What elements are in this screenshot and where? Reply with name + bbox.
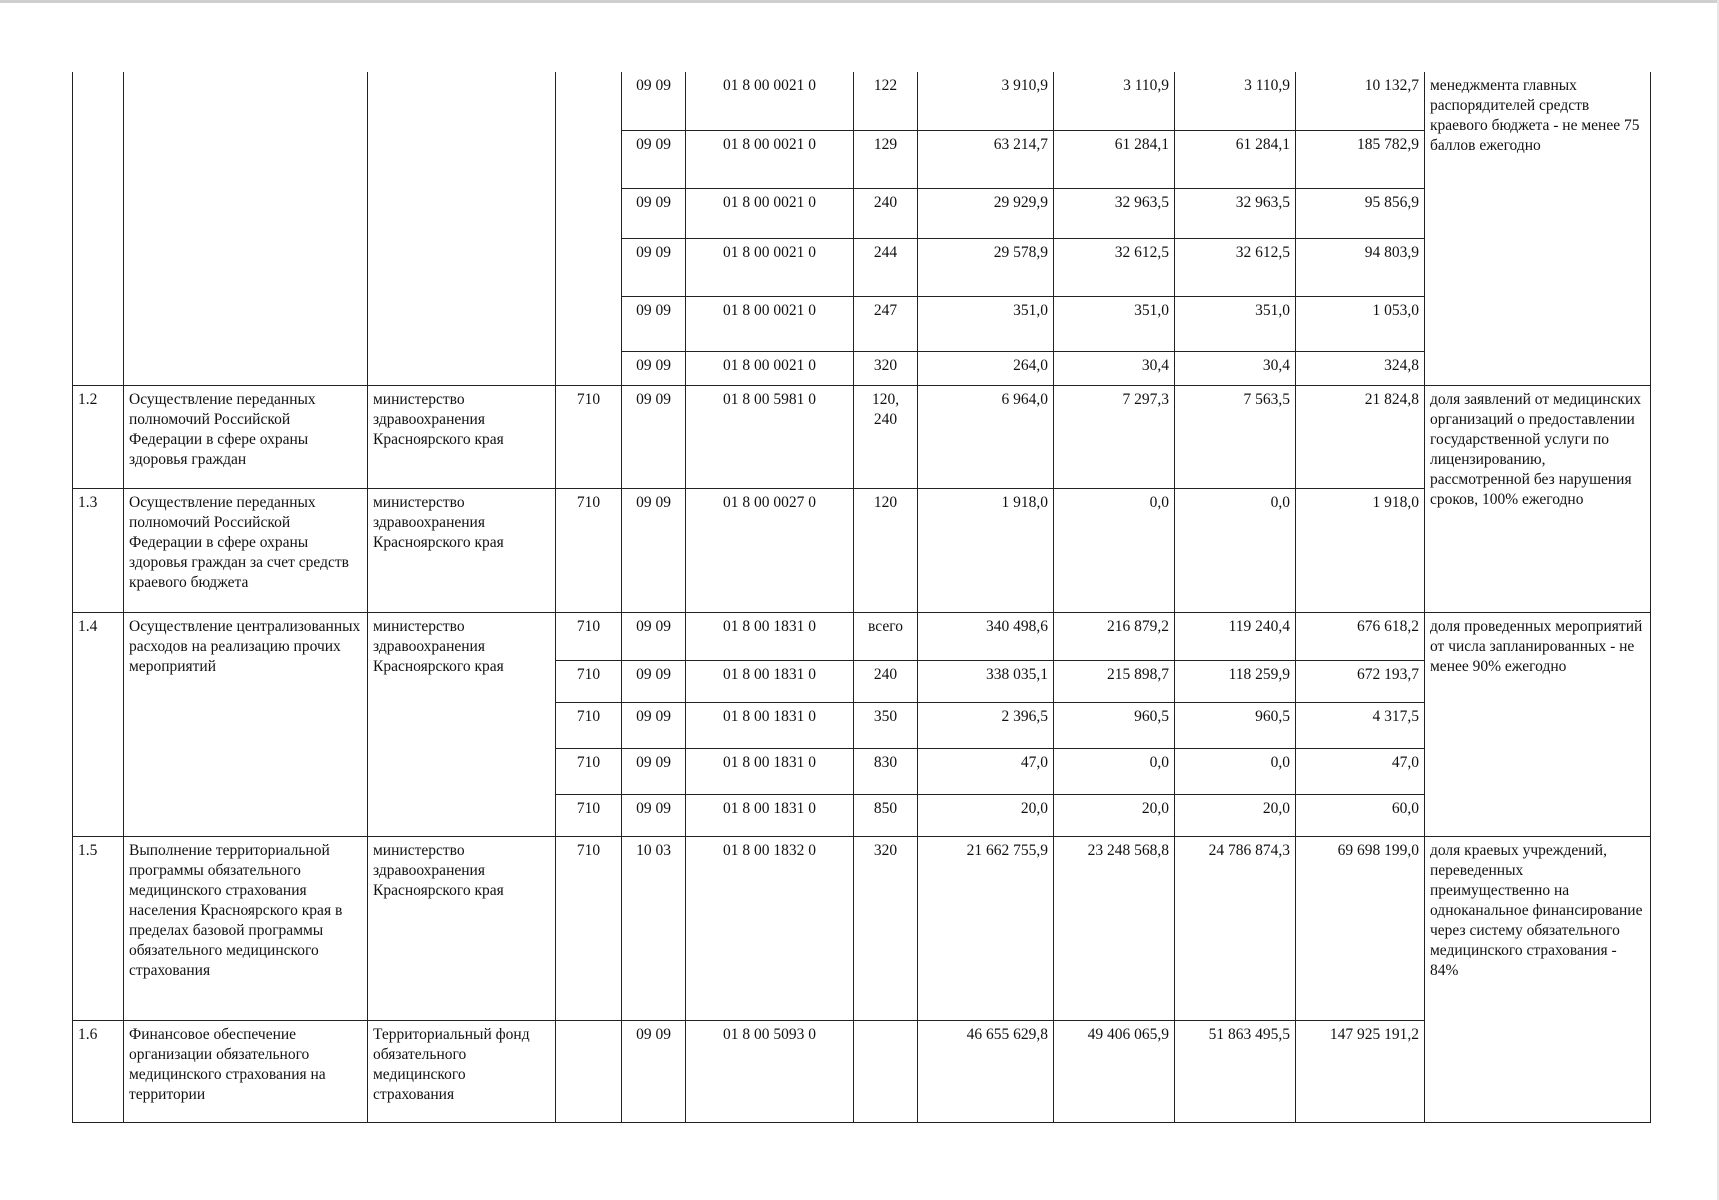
cell-total: 1 053,0 [1296, 296, 1425, 351]
cell-year3: 351,0 [1175, 296, 1296, 351]
cell-csr: 01 8 00 1831 0 [686, 748, 854, 794]
cell-num: 1.2 [73, 385, 124, 488]
cell-year3: 24 786 874,3 [1175, 836, 1296, 1020]
cell-code: 710 [556, 836, 622, 1020]
cell-code: 710 [556, 748, 622, 794]
cell-total: 69 698 199,0 [1296, 836, 1425, 1020]
cell-grbs: министерство здравоохранения Красноярского края [368, 488, 556, 612]
cell-total: 10 132,7 [1296, 72, 1425, 130]
cell-year1: 46 655 629,8 [918, 1020, 1054, 1122]
cell-vr: 320 [854, 351, 918, 385]
cell-year2: 3 110,9 [1054, 72, 1175, 130]
cell-result: менеджмента главных распорядителей средств краевого бюджета - не менее 75 баллов ежегодно [1425, 72, 1651, 385]
budget-table [72, 72, 1651, 1123]
cell-name [124, 72, 368, 385]
cell-rz: 09 09 [622, 612, 686, 660]
cell-vr: 350 [854, 702, 918, 748]
cell-year2: 216 879,2 [1054, 612, 1175, 660]
cell-year1: 264,0 [918, 351, 1054, 385]
cell-csr: 01 8 00 0021 0 [686, 238, 854, 296]
cell-rz: 09 09 [622, 351, 686, 385]
cell-rz: 09 09 [622, 238, 686, 296]
cell-code: 710 [556, 612, 622, 660]
cell-code: 710 [556, 385, 622, 488]
cell-year3: 51 863 495,5 [1175, 1020, 1296, 1122]
cell-year3: 0,0 [1175, 488, 1296, 612]
cell-vr: 830 [854, 748, 918, 794]
cell-rz: 09 09 [622, 130, 686, 188]
cell-name: Осуществление переданных полномочий Российской Федерации в сфере охраны здоровья граждан [124, 385, 368, 488]
cell-csr: 01 8 00 1831 0 [686, 660, 854, 702]
cell-rz: 09 09 [622, 794, 686, 836]
cell-code: 710 [556, 794, 622, 836]
table-row [73, 488, 1651, 612]
cell-name: Осуществление централизованных расходов на реализацию прочих мероприятий [124, 612, 368, 836]
cell-total: 147 925 191,2 [1296, 1020, 1425, 1122]
cell-total: 4 317,5 [1296, 702, 1425, 748]
cell-code: 710 [556, 660, 622, 702]
cell-year3: 30,4 [1175, 351, 1296, 385]
cell-year1: 29 929,9 [918, 188, 1054, 238]
cell-code: 710 [556, 702, 622, 748]
cell-vr: 850 [854, 794, 918, 836]
cell-year3: 61 284,1 [1175, 130, 1296, 188]
cell-total: 1 918,0 [1296, 488, 1425, 612]
table-row [73, 72, 1651, 130]
table-row [73, 612, 1651, 660]
cell-vr: 320 [854, 836, 918, 1020]
cell-num: 1.6 [73, 1020, 124, 1122]
scan-top-edge [0, 0, 1719, 3]
cell-total: 185 782,9 [1296, 130, 1425, 188]
cell-year2: 0,0 [1054, 488, 1175, 612]
cell-rz: 09 09 [622, 660, 686, 702]
cell-year2: 215 898,7 [1054, 660, 1175, 702]
cell-year1: 29 578,9 [918, 238, 1054, 296]
cell-vr: 120 [854, 488, 918, 612]
cell-year2: 7 297,3 [1054, 385, 1175, 488]
cell-rz: 09 09 [622, 72, 686, 130]
cell-year2: 49 406 065,9 [1054, 1020, 1175, 1122]
cell-vr: 122 [854, 72, 918, 130]
cell-csr: 01 8 00 5093 0 [686, 1020, 854, 1122]
cell-vr: 129 [854, 130, 918, 188]
cell-csr: 01 8 00 0021 0 [686, 188, 854, 238]
cell-csr: 01 8 00 1831 0 [686, 612, 854, 660]
cell-grbs: Территориальный фонд обязательного медицинского страхования [368, 1020, 556, 1122]
cell-vr: 247 [854, 296, 918, 351]
cell-year3: 119 240,4 [1175, 612, 1296, 660]
cell-year1: 340 498,6 [918, 612, 1054, 660]
cell-rz: 09 09 [622, 488, 686, 612]
cell-grbs [368, 72, 556, 385]
cell-csr: 01 8 00 0021 0 [686, 130, 854, 188]
cell-year2: 960,5 [1054, 702, 1175, 748]
cell-year1: 21 662 755,9 [918, 836, 1054, 1020]
cell-year3: 20,0 [1175, 794, 1296, 836]
cell-vr: всего [854, 612, 918, 660]
cell-result: доля проведенных мероприятий от числа запланированных - не менее 90% ежегодно [1425, 612, 1651, 836]
cell-num: 1.5 [73, 836, 124, 1020]
cell-name: Выполнение территориальной программы обязательного медицинского страхования населения Красноярского края в пределах базовой программы обязательного медицинского страхования [124, 836, 368, 1020]
cell-year2: 32 963,5 [1054, 188, 1175, 238]
cell-year2: 30,4 [1054, 351, 1175, 385]
cell-csr: 01 8 00 5981 0 [686, 385, 854, 488]
cell-year3: 7 563,5 [1175, 385, 1296, 488]
cell-csr: 01 8 00 0021 0 [686, 72, 854, 130]
cell-year1: 63 214,7 [918, 130, 1054, 188]
cell-year2: 32 612,5 [1054, 238, 1175, 296]
cell-num: 1.3 [73, 488, 124, 612]
cell-year3: 0,0 [1175, 748, 1296, 794]
cell-rz: 09 09 [622, 702, 686, 748]
cell-csr: 01 8 00 0027 0 [686, 488, 854, 612]
cell-rz: 10 03 [622, 836, 686, 1020]
cell-csr: 01 8 00 1832 0 [686, 836, 854, 1020]
cell-year1: 6 964,0 [918, 385, 1054, 488]
cell-year1: 2 396,5 [918, 702, 1054, 748]
cell-total: 324,8 [1296, 351, 1425, 385]
cell-code: 710 [556, 488, 622, 612]
cell-year2: 23 248 568,8 [1054, 836, 1175, 1020]
cell-rz: 09 09 [622, 385, 686, 488]
cell-year3: 32 963,5 [1175, 188, 1296, 238]
cell-year1: 20,0 [918, 794, 1054, 836]
cell-vr: 244 [854, 238, 918, 296]
cell-vr: 240 [854, 660, 918, 702]
cell-year2: 20,0 [1054, 794, 1175, 836]
cell-vr: 120, 240 [854, 385, 918, 488]
cell-rz: 09 09 [622, 296, 686, 351]
cell-vr [854, 1020, 918, 1122]
cell-year1: 338 035,1 [918, 660, 1054, 702]
cell-rz: 09 09 [622, 188, 686, 238]
cell-result: доля краевых учреждений, переведенных преимущественно на одноканальное финансирование через систему обязательного медицинского страхования - 84% [1425, 836, 1651, 1122]
cell-num: 1.4 [73, 612, 124, 836]
cell-grbs: министерство здравоохранения Красноярского края [368, 836, 556, 1020]
cell-csr: 01 8 00 1831 0 [686, 702, 854, 748]
cell-code [556, 1020, 622, 1122]
cell-total: 672 193,7 [1296, 660, 1425, 702]
cell-year1: 3 910,9 [918, 72, 1054, 130]
cell-csr: 01 8 00 0021 0 [686, 351, 854, 385]
cell-total: 21 824,8 [1296, 385, 1425, 488]
cell-year3: 960,5 [1175, 702, 1296, 748]
cell-rz: 09 09 [622, 748, 686, 794]
cell-year3: 3 110,9 [1175, 72, 1296, 130]
cell-grbs: министерство здравоохранения Красноярского края [368, 612, 556, 836]
cell-total: 676 618,2 [1296, 612, 1425, 660]
cell-csr: 01 8 00 0021 0 [686, 296, 854, 351]
cell-total: 95 856,9 [1296, 188, 1425, 238]
cell-total: 60,0 [1296, 794, 1425, 836]
cell-name: Осуществление переданных полномочий Российской Федерации в сфере охраны здоровья граждан за счет средств краевого бюджета [124, 488, 368, 612]
table-row [73, 836, 1651, 1020]
cell-year1: 47,0 [918, 748, 1054, 794]
cell-year3: 118 259,9 [1175, 660, 1296, 702]
cell-vr: 240 [854, 188, 918, 238]
cell-total: 94 803,9 [1296, 238, 1425, 296]
cell-num [73, 72, 124, 385]
cell-grbs: министерство здравоохранения Красноярского края [368, 385, 556, 488]
cell-year2: 61 284,1 [1054, 130, 1175, 188]
table-row [73, 385, 1651, 488]
cell-result: доля заявлений от медицинских организаций о предоставлении государственной услуги по лицензированию, рассмотренной без нарушения сроков, 100% ежегодно [1425, 385, 1651, 612]
cell-name: Финансовое обеспечение организации обязательного медицинского страхования на территории [124, 1020, 368, 1122]
cell-total: 47,0 [1296, 748, 1425, 794]
cell-year1: 1 918,0 [918, 488, 1054, 612]
cell-csr: 01 8 00 1831 0 [686, 794, 854, 836]
cell-rz: 09 09 [622, 1020, 686, 1122]
table-row [73, 1020, 1651, 1122]
cell-year1: 351,0 [918, 296, 1054, 351]
cell-year2: 0,0 [1054, 748, 1175, 794]
cell-year3: 32 612,5 [1175, 238, 1296, 296]
cell-code [556, 72, 622, 385]
cell-year2: 351,0 [1054, 296, 1175, 351]
